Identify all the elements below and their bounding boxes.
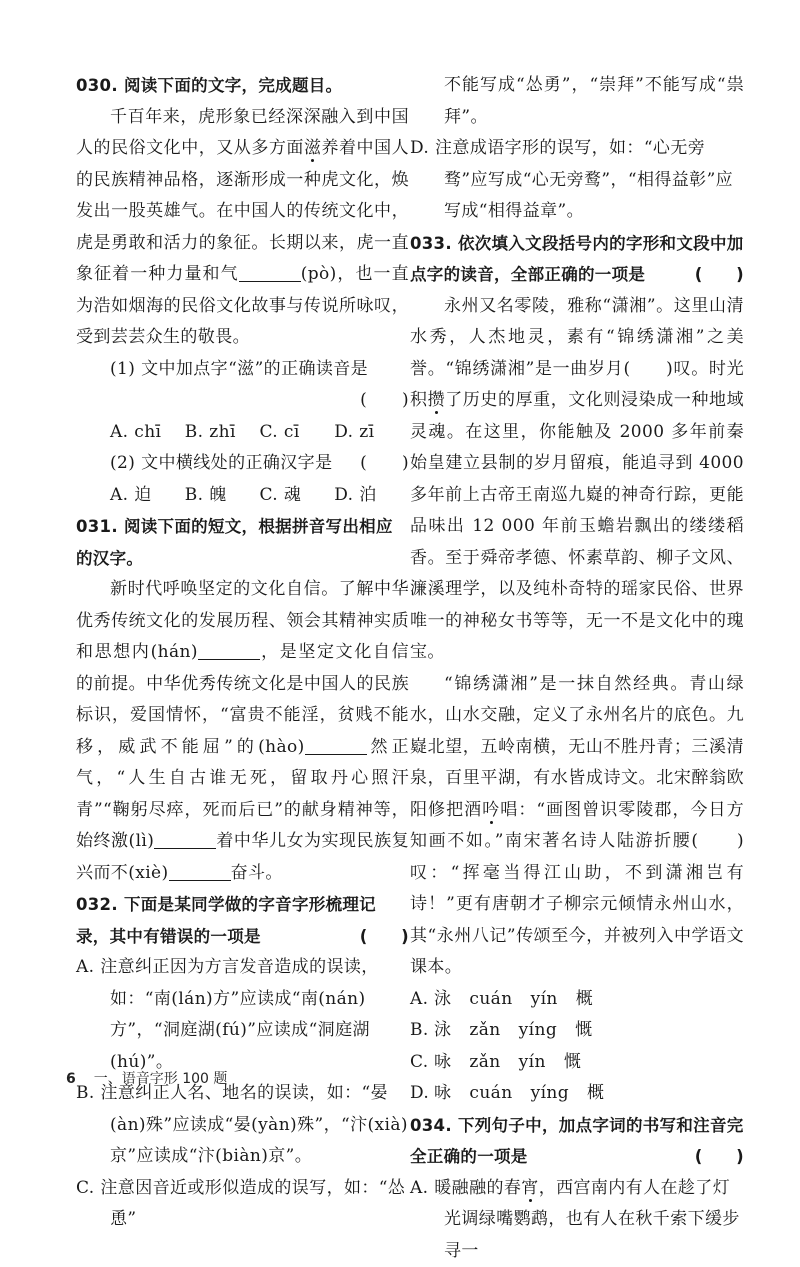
- q030-passage: 千百年来，虎形象已经深深融入到中国人的民俗文化中，又从多方面滋养着中国人的民族精神品格，逐渐形成一种虎文化，焕发出一股英雄气。在中国人的传统文化中，虎是勇敢和活力的象征。长期以来，虎一直象征着一种力量和气 (pò)，也一直为浩如烟海的民俗文化故事与传说所咏叹，受到芸芸众生的敬畏。: [76, 102, 409, 354]
- page-footer: [66, 1068, 227, 1088]
- page-number: 6: [66, 1071, 76, 1087]
- q033-options: [410, 984, 744, 1110]
- q033-option-d[interactable]: D. 咏 cuán yíng 概: [410, 1078, 744, 1110]
- option-c[interactable]: C. 魂: [260, 480, 335, 512]
- q030-sub1-options: [76, 417, 409, 449]
- q031-passage: 新时代呼唤坚定的文化自信。了解中华优秀传统文化的发展历程、领会其精神实质和思想内(hán) ，是坚定文化自信的前提。中华优秀传统文化是中国人的民族标识，爱国情怀，“富贵不能淫，贫贱不能移，威武不能屈”的(hào) 然正气，“人生自古谁无死，留取丹心照汗青”“鞠躬尽瘁，死而后已”的献身精神等，始终激(lì) 着中华儿女为实现民族复兴而不(xiè) 奋斗。: [76, 574, 409, 889]
- q030-sub1: (1) 文中加点字“滋”的正确读音是: [76, 354, 409, 386]
- option-c[interactable]: C. cī: [260, 417, 335, 449]
- q030-sub2: (2) 文中横线处的正确汉字是 ( ): [76, 448, 409, 480]
- q031-title: 031. 阅读下面的短文，根据拼音写出相应的汉字。: [76, 511, 409, 574]
- left-column: [76, 70, 409, 1236]
- option-d[interactable]: D. zī: [334, 417, 409, 449]
- option-b[interactable]: B. zhī: [185, 417, 260, 449]
- q032-option-a[interactable]: A. 注意纠正因为方言发音造成的误读，如：“南(lán)方”应读成“南(nán)方”，“洞庭湖(fú)”应读成“洞庭湖(hú)”。: [76, 952, 409, 1078]
- emphasis-char: 吟: [482, 800, 500, 820]
- answer-blank[interactable]: [198, 641, 260, 660]
- q033-passage-2: “锦绣潇湘”是一抹自然经典。青山绿水，山水交融，定义了永州名片的底色。九嶷北望，五岭南横，无山不胜丹青；三溪清泉，百里平湖，有水皆成诗文。北宋醉翁欧阳修把酒吟唱：“画图曾识零陵郡，今日方知画不如。”南宋著名诗人陆游折腰( )叹：“挥毫当得江山助，不到潇湘岂有诗！”更有唐朝才子柳宗元倾情永州山水，其“永州八记”传颂至今，并被列入中学语文课本。: [410, 669, 744, 984]
- right-column: [410, 70, 744, 1267]
- section-title: 一、语音字形 100 题: [94, 1071, 228, 1087]
- q030-sub2-options: [76, 480, 409, 512]
- q030-title: 030. 阅读下面的文字，完成题目。: [76, 70, 409, 102]
- emphasis-char: 滋: [304, 138, 322, 158]
- q033-title: 033. 依次填入文段括号内的字形和文段中加点字的读音，全部正确的一项是 ( ): [410, 228, 744, 291]
- q033-passage-1: 永州又名零陵，雅称“潇湘”。这里山清水秀，人杰地灵，素有“锦绣潇湘”之美誉。“锦绣潇湘”是一曲岁月( )叹。时光积攒了历史的厚重，文化则浸染成一种地域灵魂。在这里，你能触及 2000 多年前秦始皇建立县制的岁月留痕，能追寻到 4000 多年前上古帝王南巡九嶷的神奇行踪，更能品味出 12 000 年前玉蟾岩飘出的缕缕稻香。至于舜帝孝德、怀素草韵、柳子文风、濂溪理学，以及纯朴奇特的瑶家民俗、世界唯一的神秘女书等等，无一不是文化中的瑰宝。: [410, 291, 744, 669]
- answer-blank[interactable]: [169, 862, 231, 881]
- q032-option-d[interactable]: D. 注意成语字形的误写，如：“心无旁骛”应写成“心无旁鹜”，“相得益彰”应写成“相得益章”。: [410, 133, 744, 228]
- q032-option-b[interactable]: B. 注意纠正人名、地名的误读，如：“晏(àn)殊”应读成“晏(yàn)殊”，“汴(xià)京”应读成“汴(biàn)京”。: [76, 1078, 409, 1173]
- q033-option-b[interactable]: B. 泳 zǎn yíng 慨: [410, 1015, 744, 1047]
- q034-title: 034. 下列句子中，加点字词的书写和注音完全正确的一项是 ( ): [410, 1110, 744, 1173]
- answer-blank[interactable]: [154, 830, 216, 849]
- q033-option-c[interactable]: C. 咏 zǎn yín 慨: [410, 1047, 744, 1079]
- option-d[interactable]: D. 泊: [334, 480, 409, 512]
- option-a[interactable]: A. chī: [110, 417, 185, 449]
- q033-option-a[interactable]: A. 泳 cuán yín 概: [410, 984, 744, 1016]
- answer-blank[interactable]: [305, 736, 367, 755]
- emphasis-char: 攒: [428, 390, 446, 410]
- q030-sub1-paren: ( ): [76, 385, 409, 417]
- q034-option-a[interactable]: A. 暖融融的春宵，西宫南内有人在趁了灯光调绿嘴鹦鹉，也有人在秋千索下缓步寻一: [410, 1173, 744, 1267]
- emphasis-char: 宵: [521, 1178, 538, 1198]
- q032-option-c[interactable]: C. 注意因音近或形似造成的误写，如：“怂恿”: [76, 1173, 409, 1236]
- option-b[interactable]: B. 魄: [185, 480, 260, 512]
- option-a[interactable]: A. 迫: [110, 480, 185, 512]
- q032-title: 032. 下面是某同学做的字音字形梳理记录，其中有错误的一项是 ( ): [76, 889, 409, 952]
- q032-option-c-cont: 不能写成“怂勇”，“崇拜”不能写成“祟拜”。: [410, 70, 744, 133]
- answer-blank[interactable]: [239, 263, 301, 282]
